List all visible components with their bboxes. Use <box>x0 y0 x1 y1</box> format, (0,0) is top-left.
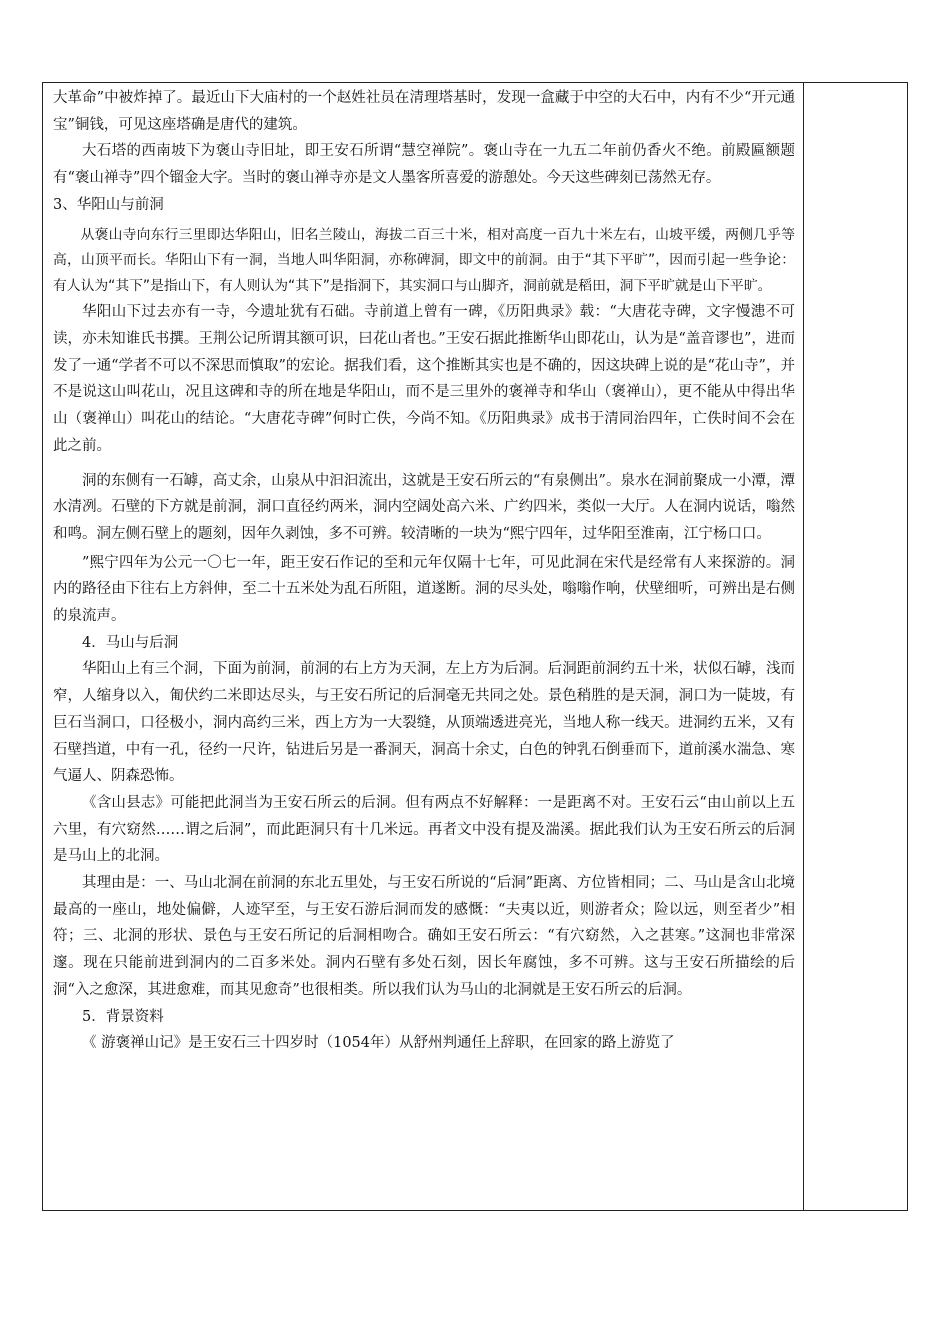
section-heading: 4．马山与后洞 <box>82 634 179 651</box>
paragraph: 大革命”中被炸掉了。最近山下大庙村的一个赵姓社员在清理塔基时，发现一盒藏于中空的大石中，内有不少“开元通宝”铜钱，可见这座塔确是唐代的建筑。 <box>53 90 795 133</box>
paragraph: 洞的东侧有一石罅，高丈余，山泉从中汩汩流出，这就是王安石所云的“有泉侧出”。泉水在洞前聚成一小潭，潭水清冽。石壁的下方就是前洞，洞口直径约两米，洞内空阔处高六米、广约四米，类似一大厅。人在洞内说话，嗡然和鸣。洞左侧石壁上的题刻，因年久剥蚀，多不可辨。较清晰的一块为“熙宁四年，过华阳至淮南，江宁杨口口。 <box>53 472 795 542</box>
section-heading: 3、华阳山与前洞 <box>53 196 164 213</box>
paragraph: 大石塔的西南坡下为褒山寺旧址，即王安石所谓“慧空禅院”。褒山寺在一九五二年前仍香火不绝。前殿匾额题有“褒山禅寺”四个镏金大字。当时的褒山禅寺亦是文人墨客所喜爱的游憩处。今天这些碑刻已荡然无存。 <box>53 143 795 187</box>
paragraph: 《含山县志》可能把此洞当为王安石所云的后洞。但有两点不好解释：一是距离不对。王安石云“由山前以上五六里，有穴窈然……谓之后洞”，而此距洞只有十几米远。再者文中没有提及湍溪。据此我们认为王安石所云的后洞是马山上的北洞。 <box>53 794 795 865</box>
paragraph: ”熙宁四年为公元一〇七一年，距王安石作记的至和元年仅隔十七年，可见此洞在宋代是经常有人来探游的。洞内的路径由下往右上方斜伸，至二十五米处为乱石所阻，道遂断。洞的尽头处，嗡嗡作响，伏壁细听，可辨出是右侧的泉流声。 <box>53 554 795 625</box>
paragraph: 华阳山上有三个洞，下面为前洞，前洞的右上方为天洞，左上方为后洞。后洞距前洞约五十米，状似石罅，浅而窄，人缩身以入，匍伏约二米即达尽头，与王安石所记的后洞毫无共同之处。景色稍胜的是天洞，洞口为一陡坡，有巨石当洞口，口径极小，洞内高约三米，西上方为一大裂缝，从顶端透进亮光，当地人称一线天。进洞约五米，又有石壁挡道，中有一孔，径约一尺许，钻进后另是一番洞天，洞高十余丈，白色的钟乳石倒垂而下，道前溪水湍急、寒气逼人、阴森恐怖。 <box>53 661 795 785</box>
section-heading: 5．背景资料 <box>82 1008 164 1025</box>
paragraph: 《 游褒禅山记》是王安石三十四岁时（1054年）从舒州判通任上辞职，在回家的路上游览了 <box>82 1035 675 1052</box>
paragraph: 华阳山下过去亦有一寺，今遗址犹有石础。寺前道上曾有一碑，《历阳典录》载：“大唐花寺碑，文字慢漶不可读，亦未知谁氏书撰。王荆公记所谓其额可识，曰花山者也。”王安石据此推断华山即花山，认为是“盖音谬也”，进而发了一通“学者不可以不深思而慎取”的宏论。据我们看，这个推断其实也是不确的，因这块碑上说的是“花山寺”，并不是说这山叫花山，况且这碑和寺的所在地是华阳山，而不是三里外的褒禅寺和华山（褒禅山），更不能从中得出华山（褒禅山）叫花山的结论。“大唐花寺碑”何时亡佚，今尚不知。《历阳典录》成书于清同治四年，亡佚时间不会在此之前。 <box>53 304 795 454</box>
paragraph: 从褒山寺向东行三里即达华阳山，旧名兰陵山，海拔二百三十米，相对高度一百九十米左右，山坡平缓，两侧几乎等高，山顶平而长。华阳山下有一洞，当地人叫华阳洞，亦称碑洞，即文中的前洞。由于“其下平旷”，因而引起一些争论：有人认为“其下”是指山下，有人则认为“其下”是指洞下，其实洞口与山脚齐，洞前就是稻田，洞下平旷就是山下平旷。 <box>53 226 795 294</box>
column-divider <box>803 83 804 1210</box>
paragraph: 其理由是：一、马山北洞在前洞的东北五里处，与王安石所说的“后洞”距离、方位皆相同；二、马山是含山北境最高的一座山，地处偏僻，人迹罕至，与王安石游后洞而发的感慨：“夫夷以近，则游者众；险以远，则至者少”相符；三、北洞的形状、景色与王安石所记的后洞相吻合。确如王安石所云：“有穴窈然，入之甚寒。”这洞也非常深邃。现在只能前进到洞内的二百多米处。洞内石壁有多处石刻，因长年腐蚀，多不可辨。这与王安石所描绘的后洞“入之愈深，其进愈难，而其见愈奇”也很相类。所以我们认为马山的北洞就是王安石所云的后洞。 <box>53 875 795 998</box>
main-text-cell <box>53 85 795 1057</box>
content-table <box>42 82 908 1211</box>
